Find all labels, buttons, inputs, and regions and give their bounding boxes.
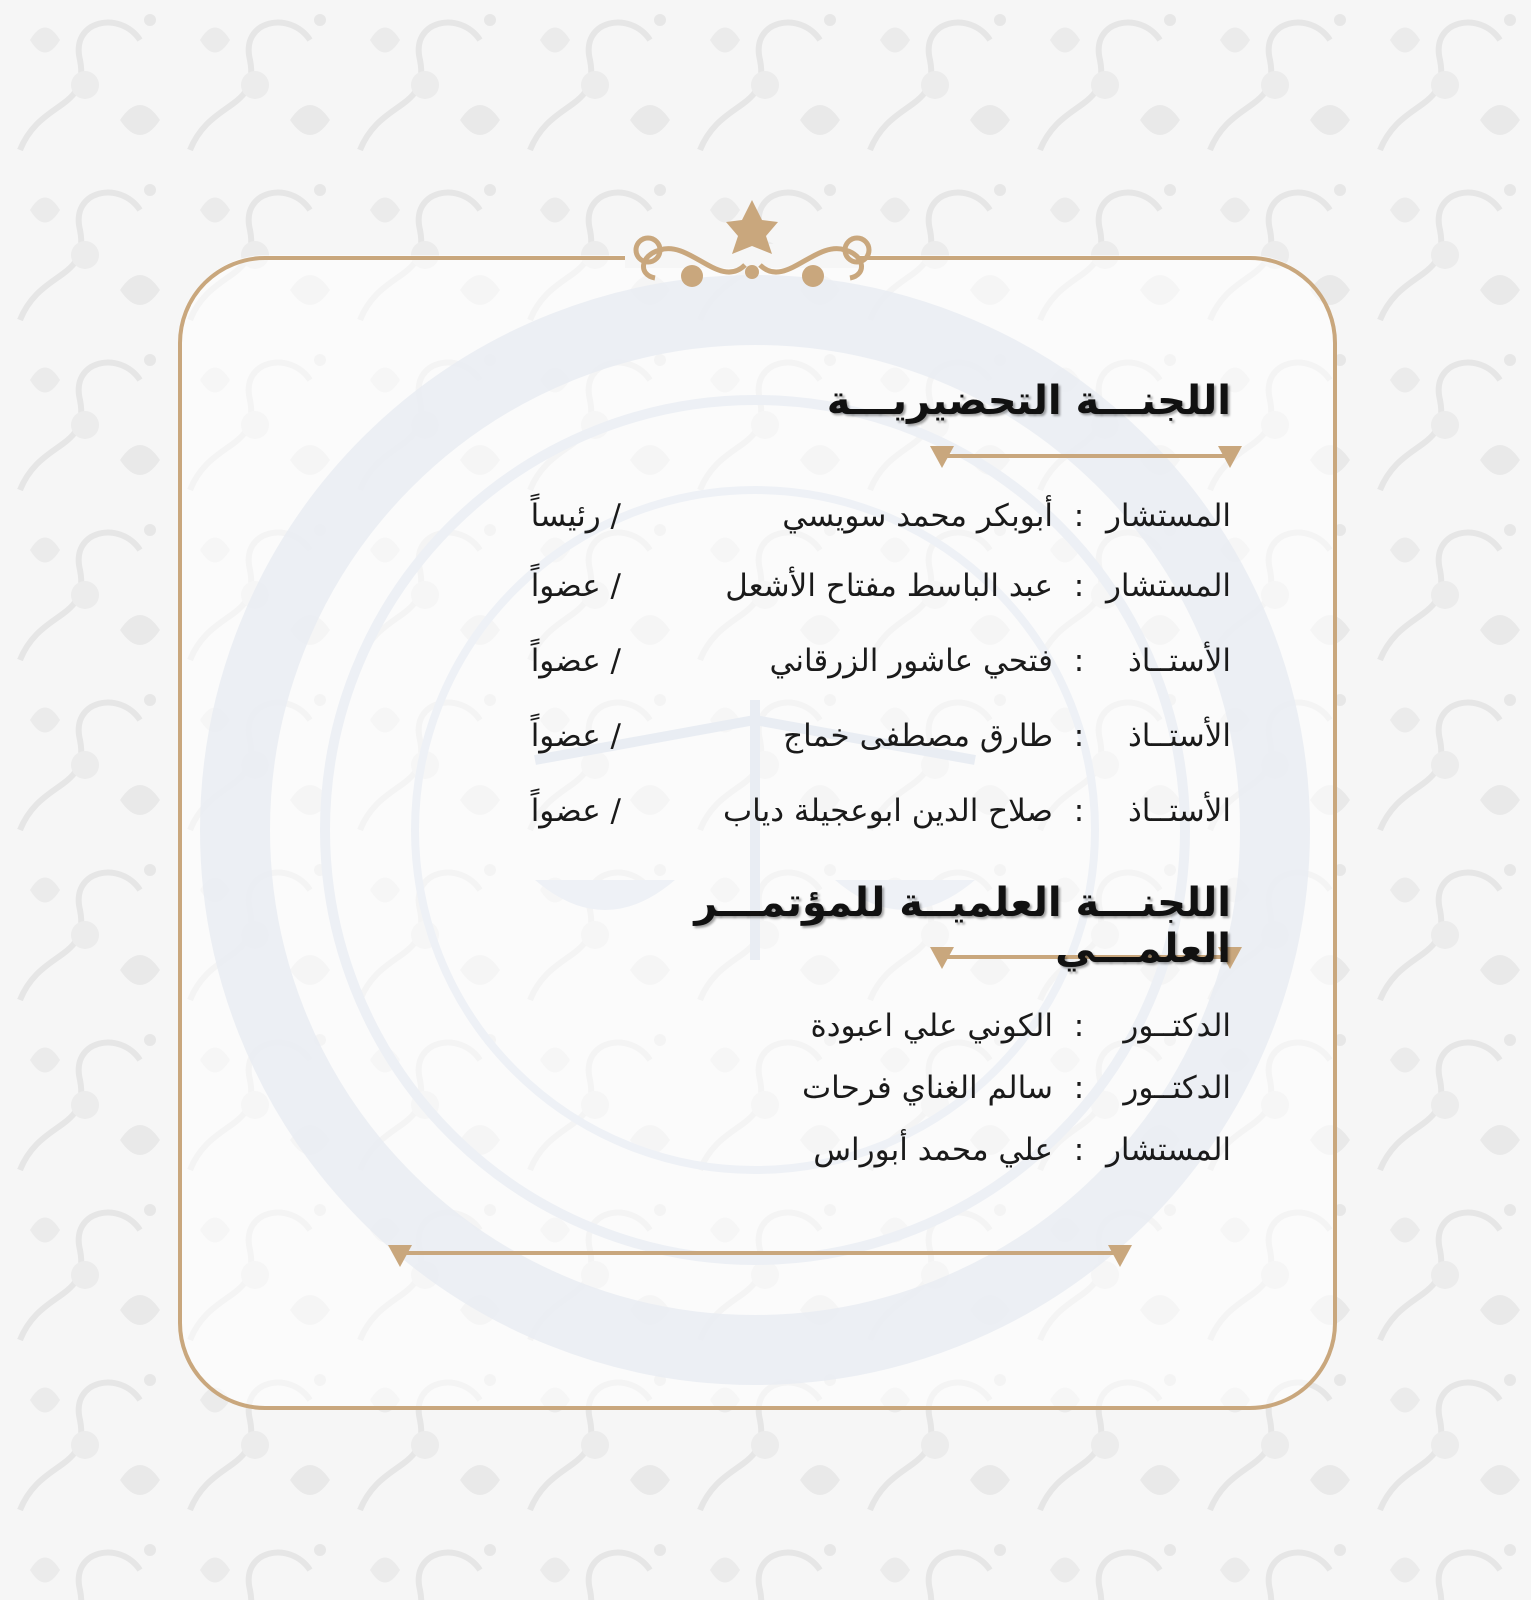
member-row — [471, 718, 1231, 768]
member-role: / رئيساً — [530, 498, 621, 534]
member-role: / عضواً — [530, 793, 621, 829]
member-row — [471, 1070, 1231, 1120]
member-rank: المستشار — [1105, 498, 1231, 534]
member-separator: : — [1073, 1008, 1085, 1044]
member-separator: : — [1073, 643, 1085, 679]
member-separator: : — [1073, 568, 1085, 604]
member-rank: الأستــاذ — [1127, 643, 1231, 679]
member-rank: الدكتــور — [1123, 1070, 1231, 1106]
member-rank: الأستــاذ — [1127, 793, 1231, 829]
member-separator: : — [1073, 498, 1085, 534]
member-row — [471, 498, 1231, 548]
top-ornament-icon — [625, 200, 869, 287]
member-row — [471, 1008, 1231, 1058]
member-name: طارق مصطفى خماج — [783, 718, 1053, 754]
member-role: / عضواً — [530, 718, 621, 754]
member-name: سالم الغناي فرحات — [802, 1070, 1053, 1106]
scientific-committee-title: اللجنـــة العلميــة للمؤتمـــر العلمـــي — [694, 880, 1231, 972]
member-role: / عضواً — [530, 568, 621, 604]
member-rank: الدكتــور — [1123, 1008, 1231, 1044]
member-name: الكوني علي اعبودة — [810, 1008, 1053, 1044]
member-name: علي محمد أبوراس — [813, 1132, 1053, 1168]
member-role: / عضواً — [530, 643, 621, 679]
bottom-divider — [388, 1245, 1132, 1267]
member-separator: : — [1073, 1070, 1085, 1106]
member-name: عبد الباسط مفتاح الأشعل — [725, 568, 1053, 604]
preparatory-committee-title: اللجنـــة التحضيريـــة — [826, 378, 1231, 424]
member-name: صلاح الدين ابوعجيلة دياب — [722, 793, 1053, 829]
member-rank: الأستــاذ — [1127, 718, 1231, 754]
title-divider-1 — [930, 446, 1242, 468]
member-name: أبوبكر محمد سويسي — [782, 498, 1053, 534]
member-row — [471, 1132, 1231, 1182]
member-separator: : — [1073, 718, 1085, 754]
member-row — [471, 568, 1231, 618]
member-row — [471, 643, 1231, 693]
member-rank: المستشار — [1105, 1132, 1231, 1168]
member-row — [471, 793, 1231, 843]
member-rank: المستشار — [1105, 568, 1231, 604]
member-separator: : — [1073, 1132, 1085, 1168]
member-separator: : — [1073, 793, 1085, 829]
member-name: فتحي عاشور الزرقاني — [769, 643, 1053, 679]
